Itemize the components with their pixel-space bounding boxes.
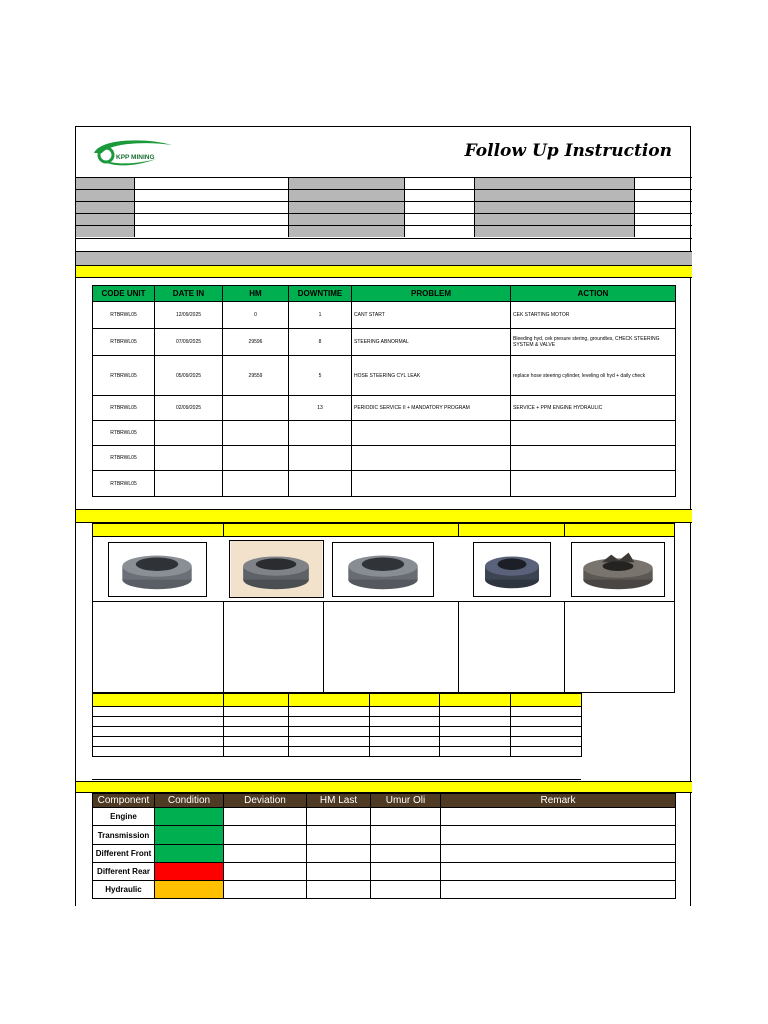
remark-cell xyxy=(441,826,676,845)
table-row xyxy=(93,471,676,497)
yellow-section-bar xyxy=(76,265,692,278)
page-title: Follow Up Instruction xyxy=(464,141,672,161)
cell-code-unit: RTBRWL05 xyxy=(93,329,155,356)
remark-cell xyxy=(441,863,676,881)
table-row xyxy=(93,421,676,446)
yellow-section-bar xyxy=(76,781,692,793)
cell-code-unit: RTBRWL05 xyxy=(93,446,155,471)
table-header-row xyxy=(93,694,582,707)
seal-photo xyxy=(473,542,551,597)
table-row xyxy=(93,717,582,727)
photo-header-cell xyxy=(565,524,674,537)
photo-header-cell xyxy=(224,524,459,537)
col-header: Condition xyxy=(155,794,224,808)
photo-description-cell xyxy=(93,601,224,694)
hm-last-cell xyxy=(307,826,371,845)
cell-code-unit: RTBRWL05 xyxy=(93,421,155,446)
cell-hm xyxy=(223,421,289,446)
component-name: Different Rear xyxy=(93,863,155,881)
component-name: Engine xyxy=(93,808,155,826)
umur-oli-cell xyxy=(371,845,441,863)
follow-up-sheet xyxy=(75,126,691,906)
component-name: Transmission xyxy=(93,826,155,845)
condition-indicator xyxy=(155,845,224,863)
condition-indicator xyxy=(155,881,224,899)
follow-up-table xyxy=(92,285,676,497)
col-header: HM Last xyxy=(307,794,371,808)
photo-description-cell xyxy=(224,601,324,694)
cell-hm: 29596 xyxy=(223,329,289,356)
photo-header-cell xyxy=(459,524,565,537)
condition-indicator xyxy=(155,808,224,826)
hm-last-cell xyxy=(307,881,371,899)
cell-date-in: 02/09/2025 xyxy=(155,396,223,421)
hm-last-cell xyxy=(307,863,371,881)
table-row xyxy=(93,737,582,747)
photo-grid xyxy=(92,523,675,693)
table-row xyxy=(93,446,676,471)
deviation-cell xyxy=(224,826,307,845)
info-row xyxy=(76,225,692,237)
cell-problem: CANT START xyxy=(352,302,511,329)
hm-last-cell xyxy=(307,808,371,826)
seal-photo xyxy=(332,542,434,597)
component-row xyxy=(93,881,676,899)
table-row xyxy=(93,747,582,757)
cell-action xyxy=(511,421,676,446)
cell-downtime: 8 xyxy=(289,329,352,356)
cell-date-in xyxy=(155,421,223,446)
umur-oli-cell xyxy=(371,881,441,899)
photo-header-cell xyxy=(93,524,224,537)
remark-cell xyxy=(441,808,676,826)
table-row xyxy=(93,396,676,421)
umur-oli-cell xyxy=(371,863,441,881)
table-row xyxy=(93,727,582,737)
parts-table xyxy=(92,693,582,757)
cell-downtime: 13 xyxy=(289,396,352,421)
seal-photo xyxy=(108,542,207,597)
cell-date-in: 07/09/2025 xyxy=(155,329,223,356)
deviation-cell xyxy=(224,863,307,881)
cell-action: replace hose steering cylinder, leveling oli hyd + daily check xyxy=(511,356,676,396)
cell-date-in: 05/09/2025 xyxy=(155,356,223,396)
divider xyxy=(92,779,581,780)
seal-photo xyxy=(571,542,665,597)
col-header: PROBLEM xyxy=(352,286,511,302)
umur-oli-cell xyxy=(371,808,441,826)
cell-problem xyxy=(352,446,511,471)
cell-downtime: 1 xyxy=(289,302,352,329)
remark-cell xyxy=(441,845,676,863)
cell-date-in: 12/09/2025 xyxy=(155,302,223,329)
cell-problem: STEERING ABNORMAL xyxy=(352,329,511,356)
component-name: Different Front xyxy=(93,845,155,863)
deviation-cell xyxy=(224,845,307,863)
col-header: DOWNTIME xyxy=(289,286,352,302)
info-row xyxy=(76,213,692,225)
cell-problem: HOSE STEERING CYL LEAK xyxy=(352,356,511,396)
cell-date-in xyxy=(155,471,223,497)
cell-problem: PERIODIC SERVICE II + MANDATORY PROGRAM xyxy=(352,396,511,421)
yellow-section-bar xyxy=(76,509,692,523)
cell-code-unit: RTBRWL05 xyxy=(93,302,155,329)
cell-hm xyxy=(223,396,289,421)
cell-code-unit: RTBRWL05 xyxy=(93,471,155,497)
deviation-cell xyxy=(224,881,307,899)
blank-row xyxy=(76,238,692,251)
col-header: ACTION xyxy=(511,286,676,302)
info-row xyxy=(76,177,692,189)
col-header: Deviation xyxy=(224,794,307,808)
component-row xyxy=(93,845,676,863)
component-row xyxy=(93,863,676,881)
kpp-mining-logo xyxy=(86,135,186,175)
table-row xyxy=(93,302,676,329)
col-header: Component xyxy=(93,794,155,808)
cell-action: SERVICE + PPM ENGINE HYDRAULIC xyxy=(511,396,676,421)
col-header: Umur Oli xyxy=(371,794,441,808)
info-row xyxy=(76,189,692,201)
table-row xyxy=(93,707,582,717)
cell-downtime xyxy=(289,446,352,471)
table-row xyxy=(93,356,676,396)
table-row xyxy=(93,329,676,356)
cell-downtime xyxy=(289,421,352,446)
cell-problem xyxy=(352,471,511,497)
cell-downtime: 5 xyxy=(289,356,352,396)
cell-problem xyxy=(352,421,511,446)
col-header: Remark xyxy=(441,794,676,808)
photo-description-cell xyxy=(459,601,565,694)
cell-date-in xyxy=(155,446,223,471)
deviation-cell xyxy=(224,808,307,826)
cell-code-unit: RTBRWL05 xyxy=(93,356,155,396)
cell-action xyxy=(511,471,676,497)
seal-photo xyxy=(229,540,324,598)
condition-indicator xyxy=(155,826,224,845)
info-row xyxy=(76,201,692,213)
gray-section-bar xyxy=(76,251,692,265)
hm-last-cell xyxy=(307,845,371,863)
cell-action: CEK STARTING MOTOR xyxy=(511,302,676,329)
photo-description-cell xyxy=(324,601,459,694)
cell-hm: 29559 xyxy=(223,356,289,396)
logo-text: KPP MINING xyxy=(116,154,155,161)
component-condition-table xyxy=(92,793,676,899)
remark-cell xyxy=(441,881,676,899)
condition-indicator xyxy=(155,863,224,881)
umur-oli-cell xyxy=(371,826,441,845)
cell-action xyxy=(511,446,676,471)
photo-description-cell xyxy=(565,601,674,694)
cell-code-unit: RTBRWL05 xyxy=(93,396,155,421)
component-row xyxy=(93,826,676,845)
cell-hm xyxy=(223,446,289,471)
col-header: CODE UNIT xyxy=(93,286,155,302)
col-header: DATE IN xyxy=(155,286,223,302)
cell-hm: 0 xyxy=(223,302,289,329)
component-name: Hydraulic xyxy=(93,881,155,899)
cell-hm xyxy=(223,471,289,497)
cell-downtime xyxy=(289,471,352,497)
cell-action: Bleeding hyd, cek presure stering, groundtes, CHECK STEERING SYSTEM & VALVE xyxy=(511,329,676,356)
col-header: HM xyxy=(223,286,289,302)
component-row xyxy=(93,808,676,826)
